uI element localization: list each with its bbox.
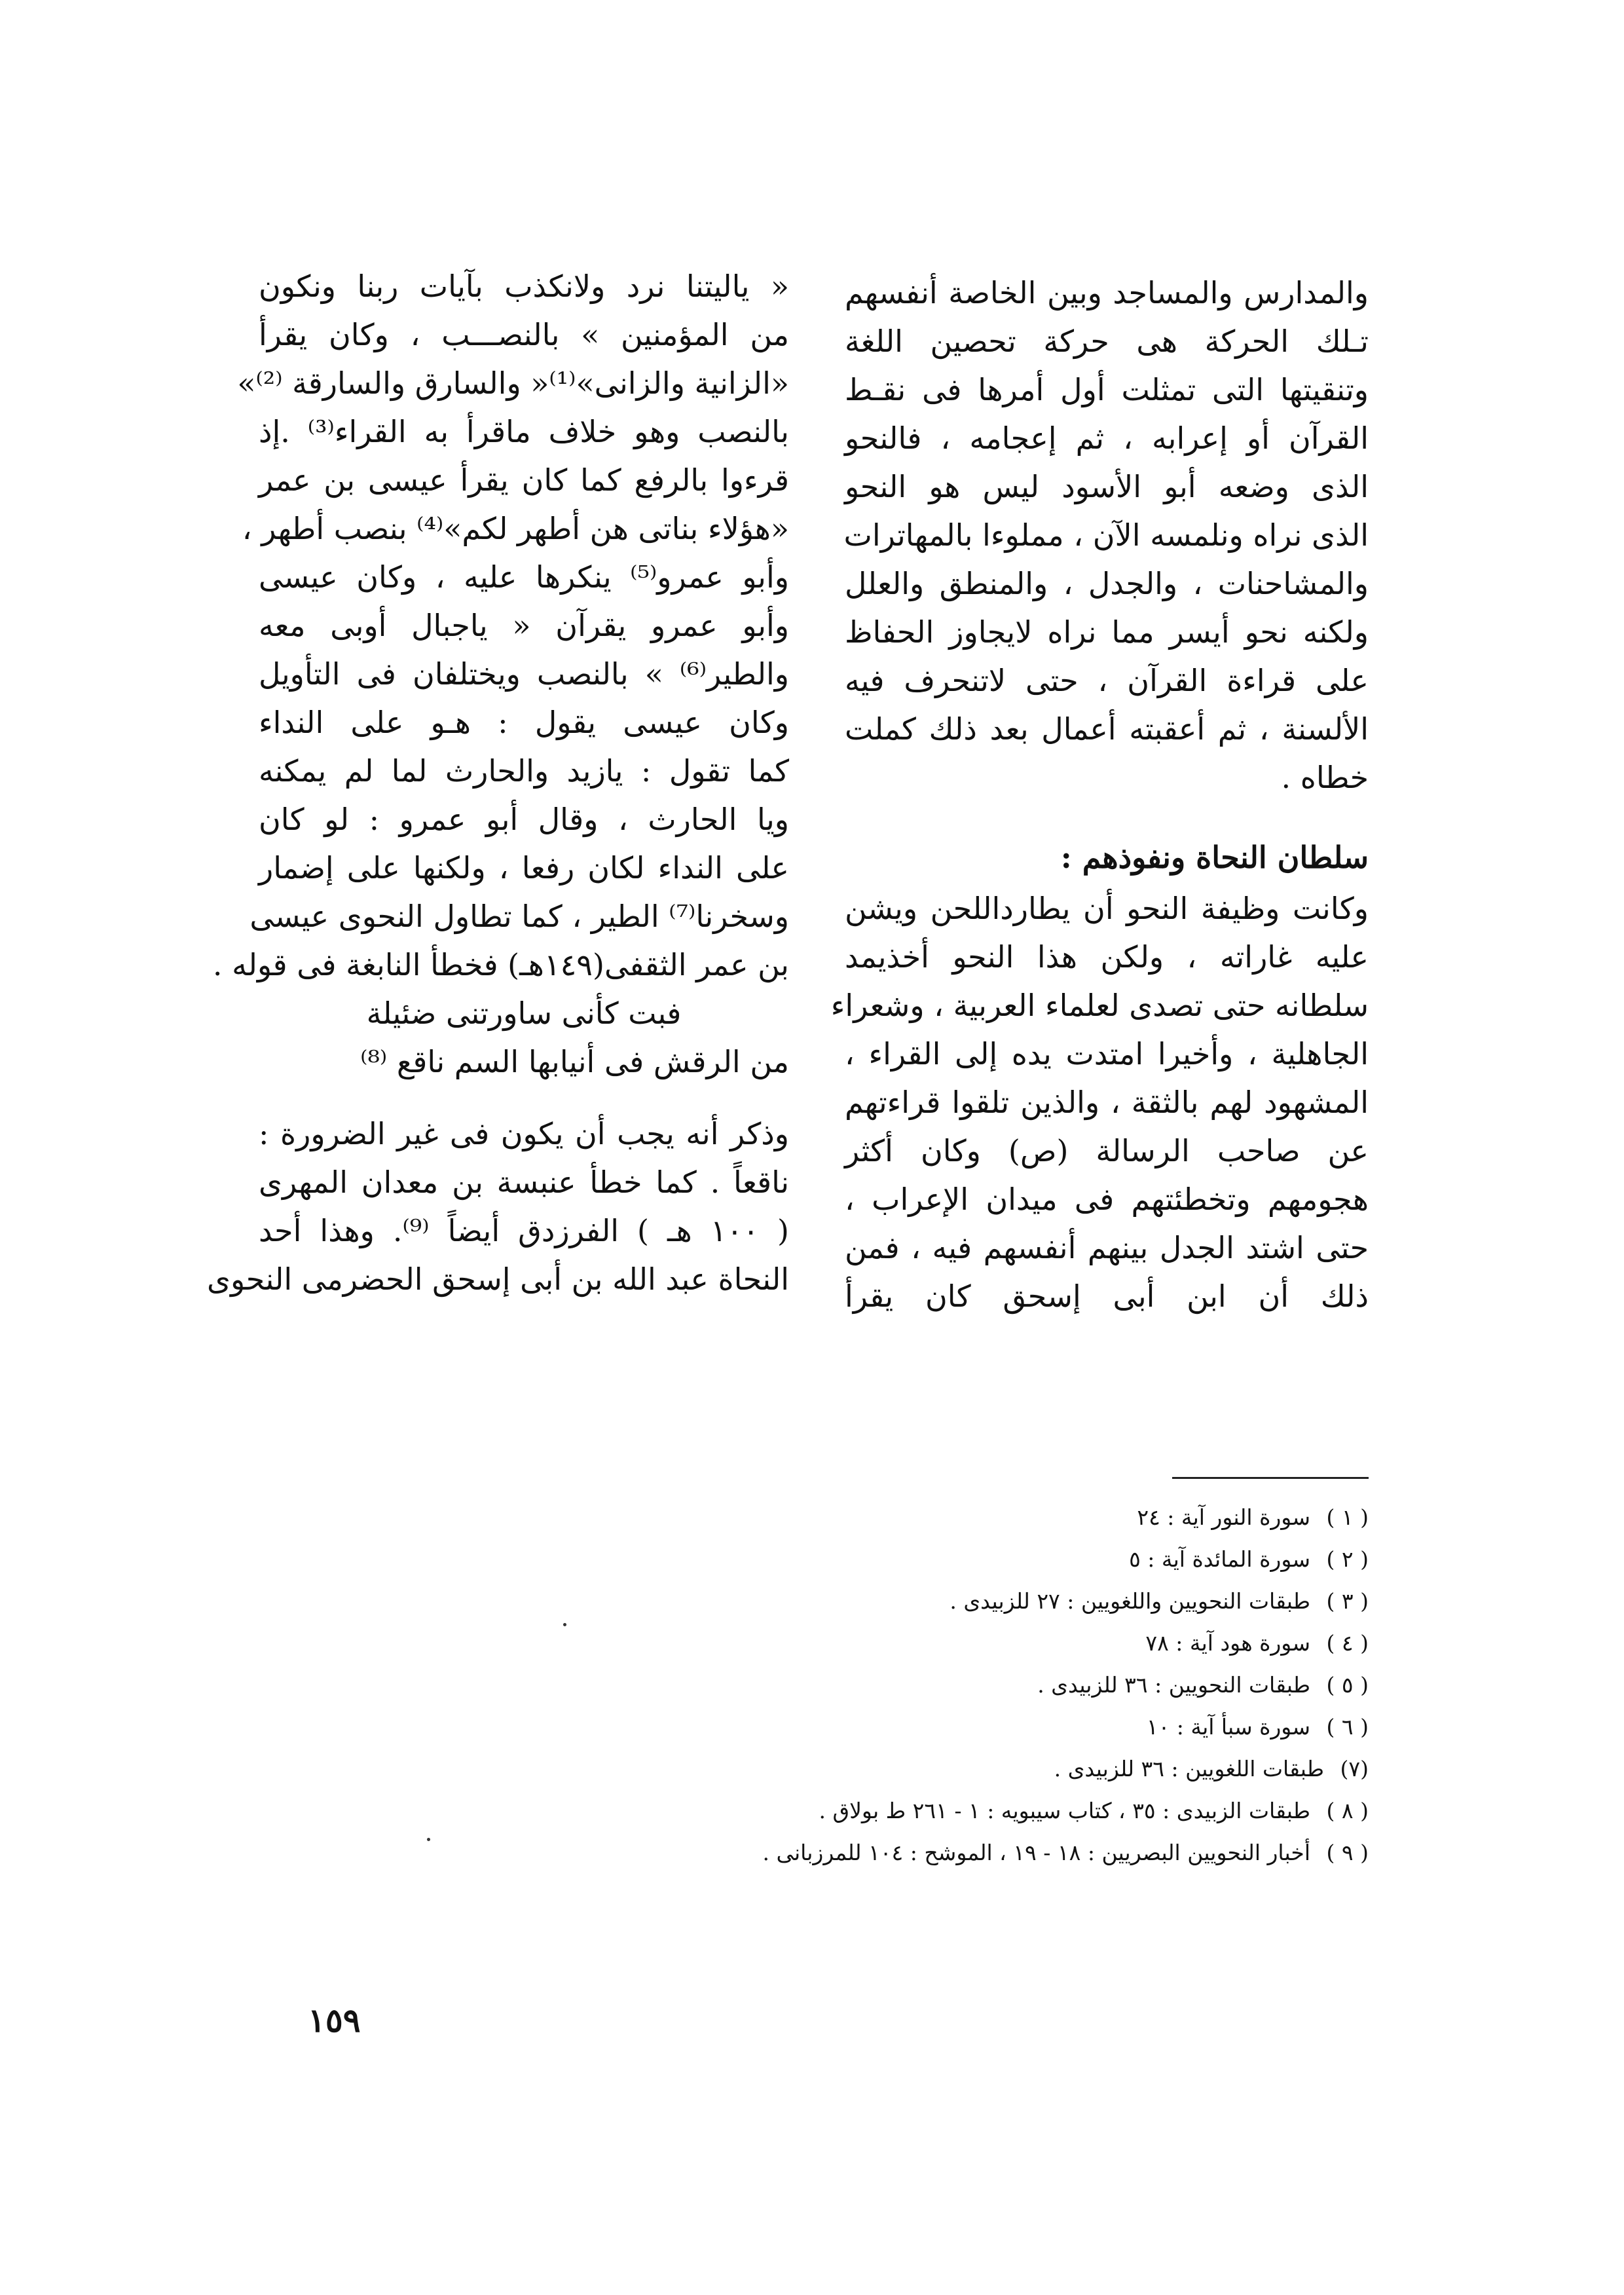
footnote-rule <box>1172 1477 1369 1479</box>
text-line: ناقعاً . كما خطأ عنبسة بن معدان المهرى <box>259 1165 789 1200</box>
left-column <box>206 262 789 1303</box>
text-line: «هؤلاء بناتى هن أطهر لكم»⁽⁴⁾ بنصب أطهر ، <box>242 511 789 546</box>
text-line: قرءوا بالرفع كما كان يقرأ عيسى بن عمر <box>259 462 789 498</box>
text-line: بالنصب وهو خلاف ماقرأ به القراء⁽³⁾ .إذ <box>259 414 789 449</box>
footnotes <box>452 1497 1369 1874</box>
footnote-text: طبقات اللغويين : ٣٦ للزبيدى . <box>1054 1756 1325 1782</box>
scan-speck <box>563 1623 566 1626</box>
footnote-item <box>452 1706 1369 1748</box>
text-line: على النداء لكان رفعا ، ولكنها على إضمار <box>259 850 789 886</box>
footnote-number: ( ٣ ) <box>1326 1588 1369 1614</box>
text-line: ويا الحارث ، وقال أبو عمرو : لو كان <box>259 802 789 837</box>
text-line: تـلك الحركة هى حركة تحصين اللغة <box>845 324 1369 359</box>
footnote-text: طبقات النحويين : ٣٦ للزبيدى . <box>1037 1672 1311 1698</box>
text-line: وتنقيتها التى تمثلت أول أمرها فى نقـط <box>845 372 1369 407</box>
text-line: عن صاحب الرسالة (ص) وكان أكثر <box>845 1133 1369 1168</box>
text-line: وذكر أنه يجب أن يكون فى غير الضرورة : <box>259 1116 789 1151</box>
verse-line: من الرقش فى أنيابها السم ناقع ⁽⁸⁾ <box>360 1044 789 1079</box>
footnote-number: ( ٤ ) <box>1326 1630 1369 1656</box>
footnote-number: ( ٦ ) <box>1326 1714 1369 1740</box>
footnote-item <box>452 1539 1369 1580</box>
scan-speck <box>427 1838 430 1841</box>
footnote-text: سورة هود آية : ٧٨ <box>1145 1630 1311 1656</box>
footnote-number: ( ٨ ) <box>1326 1798 1369 1823</box>
footnote-item <box>452 1622 1369 1664</box>
footnote-item <box>452 1497 1369 1539</box>
text-line: وأبو عمرو يقرآن « ياجبال أوبى معه <box>259 608 789 643</box>
text-line: الجاهلية ، وأخيرا امتدت يده إلى القراء ، <box>845 1036 1369 1072</box>
footnote-item <box>452 1664 1369 1706</box>
footnote-text: سورة المائدة آية : ٥ <box>1129 1546 1311 1572</box>
text-line: وأبو عمرو⁽⁵⁾ ينكرها عليه ، وكان عيسى <box>259 559 789 595</box>
text-line: ذلك أن ابن أبى إسحق كان يقرأ <box>845 1278 1369 1314</box>
right-column <box>830 269 1369 1320</box>
footnote-number: ( ٥ ) <box>1326 1672 1369 1698</box>
text-line: والمدارس والمساجد وبين الخاصة أنفسهم <box>845 275 1369 310</box>
text-line: سلطانه حتى تصدى لعلماء العربية ، وشعراء <box>830 988 1369 1023</box>
verse-line: فبت كأنى ساورتنى ضئيلة <box>366 996 682 1031</box>
text-line: «الزانية والزانى»⁽¹⁾« والسارق والسارقة ⁽²⁾» <box>237 365 789 401</box>
text-line: حتى اشتد الجدل بينهم أنفسهم فيه ، فمن <box>845 1230 1369 1265</box>
text-line: عليه غاراته ، ولكن هذا النحو أخذيمد <box>845 939 1369 975</box>
text-line: « ياليتنا نرد ولانكذب بآيات ربنا ونكون <box>259 269 789 304</box>
text-line: وكانت وظيفة النحو أن يطارداللحن ويشن <box>845 891 1369 926</box>
text-line: الذى نراه ونلمسه الآن ، مملوءا بالمهاترات <box>843 517 1369 553</box>
footnote-text: أخبار النحويين البصريين : ١٨ - ١٩ ، الموشح : ١٠٤ للمرزبانى . <box>762 1840 1311 1865</box>
text-line: من المؤمنين » بالنصـــب ، وكان يقرأ <box>259 317 789 352</box>
page-number: ١٥٩ <box>308 2001 361 2040</box>
text-line: خطاه . <box>1281 760 1369 795</box>
footnote-item <box>452 1790 1369 1832</box>
text-line: هجومهم وتخطئتهم فى ميدان الإعراب ، <box>845 1182 1369 1217</box>
footnote-item <box>452 1748 1369 1790</box>
text-line: ولكنه نحو أيسر مما نراه لايجاوز الحفاظ <box>845 614 1369 650</box>
text-line: على قراءة القرآن ، حتى لاتنحرف فيه <box>845 663 1369 698</box>
text-line: والمشاحنات ، والجدل ، والمنطق والعلل <box>845 566 1369 601</box>
footnote-number: ( ٢ ) <box>1326 1546 1369 1572</box>
footnote-item <box>452 1832 1369 1874</box>
text-line: ( ١٠٠ هـ ) الفرزدق أيضاً ⁽⁹⁾. وهذا أحد <box>259 1213 789 1248</box>
footnote-text: سورة النور آية : ٢٤ <box>1137 1504 1311 1530</box>
text-line: كما تقول : يازيد والحارث لما لم يمكنه <box>259 753 789 789</box>
footnote-text: طبقات النحويين واللغويين : ٢٧ للزبيدى . <box>950 1588 1311 1614</box>
footnote-text: سورة سبأ آية : ١٠ <box>1146 1714 1311 1740</box>
footnote-text: طبقات الزبيدى : ٣٥ ، كتاب سيبويه : ١ - ٢٦١ ط بولاق . <box>819 1798 1311 1823</box>
text-line: النحاة عبد الله بن أبى إسحق الحضرمى النحوى <box>206 1261 789 1297</box>
paragraph-gap <box>259 1086 789 1110</box>
text-line: وسخرنا⁽⁷⁾ الطير ، كما تطاول النحوى عيسى <box>249 899 789 934</box>
footnote-number: ( ١ ) <box>1326 1504 1369 1530</box>
text-line: وكان عيسى يقول : هـو على النداء <box>259 705 789 740</box>
section-heading: سلطان النحاة ونفوذهم : <box>1060 840 1369 875</box>
text-line: القرآن أو إعرابه ، ثم إعجامه ، فالنحو <box>845 420 1369 456</box>
text-line: الذى وضعه أبو الأسود ليس هو النحو <box>845 469 1369 504</box>
footnote-number: (٧) <box>1340 1756 1369 1782</box>
text-line: المشهود لهم بالثقة ، والذين تلقوا قراءتهم <box>845 1085 1369 1120</box>
text-line: بن عمر الثقفى(١٤٩هـ) فخطأ النابغة فى قوله . <box>212 947 789 982</box>
footnote-item <box>452 1580 1369 1622</box>
footnote-number: ( ٩ ) <box>1326 1840 1369 1865</box>
text-line: الألسنة ، ثم أعقبته أعمال بعد ذلك كملت <box>845 711 1369 747</box>
text-line: والطير⁽⁶⁾ » بالنصب ويختلفان فى التأويل <box>259 656 789 692</box>
